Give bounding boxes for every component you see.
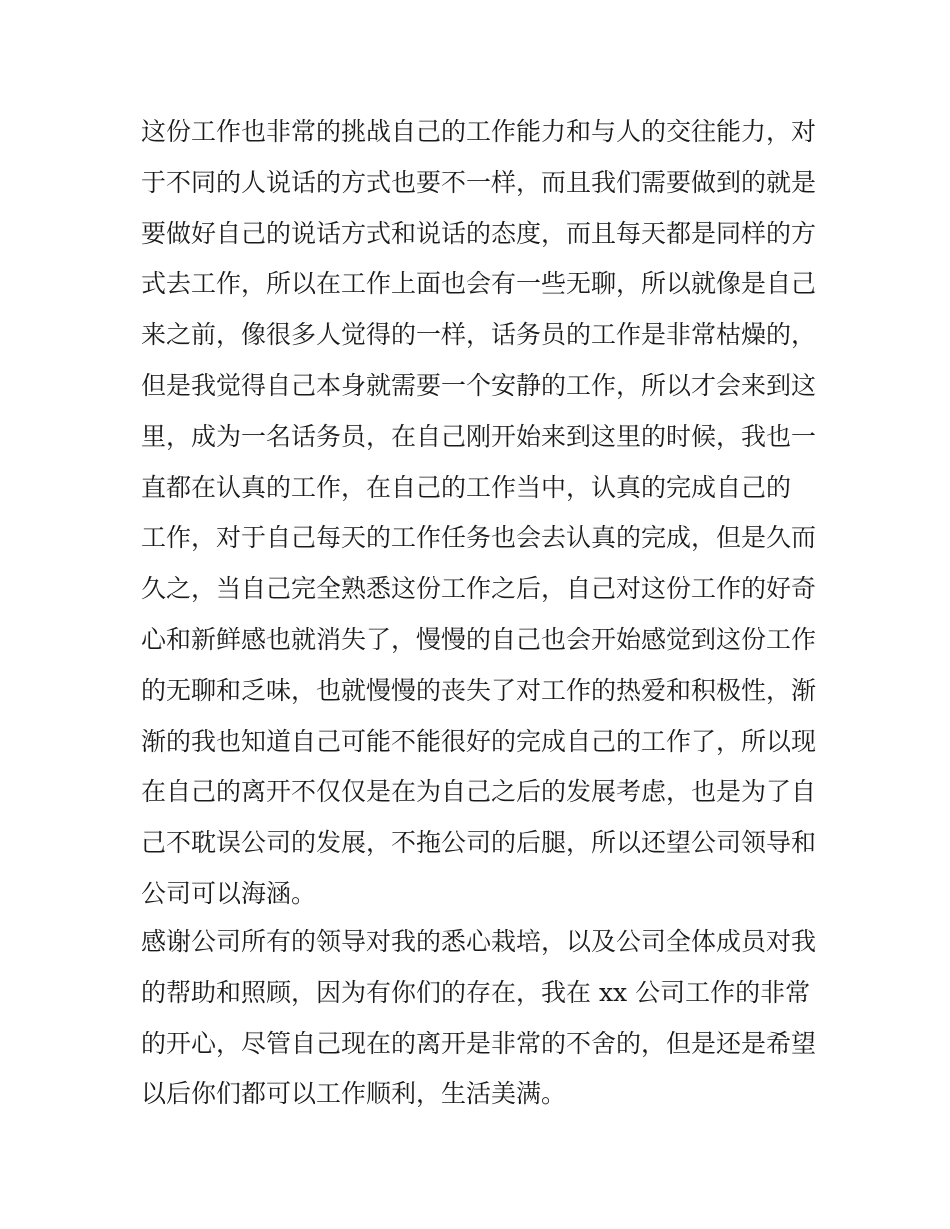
text-line: 来之前，像很多人觉得的一样，话务员的工作是非常枯燥的， xyxy=(141,320,817,350)
text-line: 感谢公司所有的领导对我的悉心栽培，以及公司全体成员对我 xyxy=(141,927,817,956)
paragraph-resignation-reason xyxy=(141,107,821,920)
text-line: 渐的我也知道自己可能不能很好的完成自己的工作了，所以现 xyxy=(141,726,817,756)
text-line: 工作，对于自己每天的工作任务也会去认真的完成，但是久而 xyxy=(141,523,817,553)
text-line: 但是我觉得自己本身就需要一个安静的工作，所以才会来到这 xyxy=(141,370,817,400)
paragraph-thanks xyxy=(141,917,821,1120)
text-line: 在自己的离开不仅仅是在为自己之后的发展考虑，也是为了自 xyxy=(141,777,817,807)
text-line: 里，成为一名话务员，在自己刚开始来到这里的时候，我也一 xyxy=(141,421,817,451)
text-line: 的帮助和照顾，因为有你们的存在，我在 xx 公司工作的非常 xyxy=(141,977,811,1007)
text-line: 久之，当自己完全熟悉这份工作之后，自己对这份工作的好奇 xyxy=(141,574,817,604)
text-line: 己不耽误公司的发展，不拖公司的后腿，所以还望公司领导和 xyxy=(141,828,817,858)
text-line: 式去工作，所以在工作上面也会有一些无聊，所以就像是自己 xyxy=(141,269,817,299)
text-line: 的无聊和乏味，也就慢慢的丧失了对工作的热爱和积极性，渐 xyxy=(141,675,817,705)
text-line: 公司可以海涵。 xyxy=(141,878,317,908)
text-line: 要做好自己的说话方式和说话的态度，而且每天都是同样的方 xyxy=(141,218,817,248)
text-line: 于不同的人说话的方式也要不一样，而且我们需要做到的就是 xyxy=(141,167,817,197)
text-line: 直都在认真的工作，在自己的工作当中，认真的完成自己的 xyxy=(141,472,792,502)
text-line: 的开心，尽管自己现在的离开是非常的不舍的，但是还是希望 xyxy=(141,1028,817,1058)
text-line: 这份工作也非常的挑战自己的工作能力和与人的交往能力，对 xyxy=(141,117,817,146)
text-line: 心和新鲜感也就消失了，慢慢的自己也会开始感觉到这份工作 xyxy=(141,624,817,654)
text-line: 以后你们都可以工作顺利，生活美满。 xyxy=(141,1079,567,1109)
